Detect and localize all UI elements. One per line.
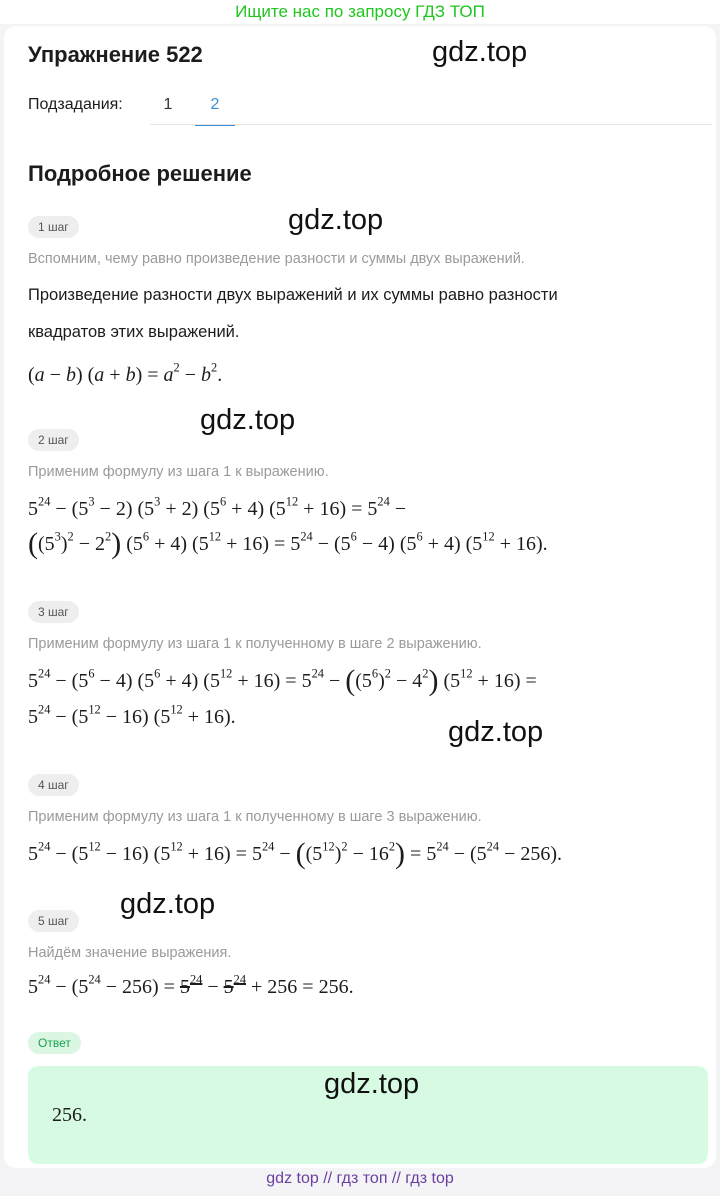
watermark: gdz.top [288,204,384,236]
step-formula-line: $5^{24} - (5^6 - 4) (5^6 + 4) (5^{12} + 16) = 5^{24} - ((5^6)^2 - 4^2) (5^{12} + 16)$ = [28,664,537,697]
step-hint: Найдём значение выражения. [28,945,232,961]
answer-value: 256. [52,1104,87,1126]
subtask-tab-2[interactable]: 2 [195,96,235,126]
footer-links: gdz top // гдз топ // гдз top [266,1170,454,1187]
step-hint: Применим формулу из шага 1 к выражению. [28,464,329,480]
step-formula: (a − b) $(a + b) = a^2 - b^2$. [28,360,223,386]
step-hint: Применим формулу из шага 1 к полученному в шаге 3 выражению. [28,809,482,825]
tabs-divider [150,124,712,125]
step-label: 3 шаг [28,601,79,623]
watermark: gdz.top [432,36,528,68]
subtasks-label: Подзадания: [28,96,123,113]
step-formula-line: $5^{24} - (5^{12} - 16) (5^{12} + 16) = 5^{24} - ((5^{12})^2 - 16^2) = 5^{24} - (5^{24} - 256)$. [28,837,563,870]
step-text: квадратов этих выражений. [28,323,240,341]
solution-title: Подробное решение [28,161,252,186]
answer-label: Ответ [28,1032,81,1054]
step-hint: Применим формулу из шага 1 к полученному в шаге 2 выражению. [28,636,482,652]
page-title: Упражнение 522 [28,42,203,67]
search-banner: Ищите нас по запросу ГДЗ ТОП [0,0,720,24]
step-label: 5 шаг [28,910,79,932]
step-formula-line: $((5^3)^2 - 2^2) (5^6 + 4) (5^{12} + 16) = 5^{24} - (5^6 - 4) (5^6 + 4) (5^{12} + 16)$. [28,527,548,560]
subtask-tab-1[interactable]: 1 [163,96,173,113]
watermark: gdz.top [200,404,296,436]
watermark: gdz.top [448,716,544,748]
step-label: 2 шаг [28,429,79,451]
step-formula-line: $5^{24} - (5^{24} - 256) = 5^{24} - 5^{24} + 256 = 256$. [28,972,354,998]
watermark: gdz.top [120,888,216,920]
solution-card [4,26,716,1168]
step-label: 4 шаг [28,774,79,796]
step-formula-line: $5^{24} - (5^{12} - 16) (5^{12} + 16)$. [28,702,236,728]
watermark: gdz.top [324,1068,420,1100]
step-label: 1 шаг [28,216,79,238]
step-text: Произведение разности двух выражений и их суммы равно разности [28,286,558,304]
step-formula-line: $5^{24} - (5^3 - 2) (5^3 + 2) (5^6 + 4) (5^{12} + 16) = 5^{24}$ − [28,494,407,520]
step-hint: Вспомним, чему равно произведение разности и суммы двух выражений. [28,251,525,267]
